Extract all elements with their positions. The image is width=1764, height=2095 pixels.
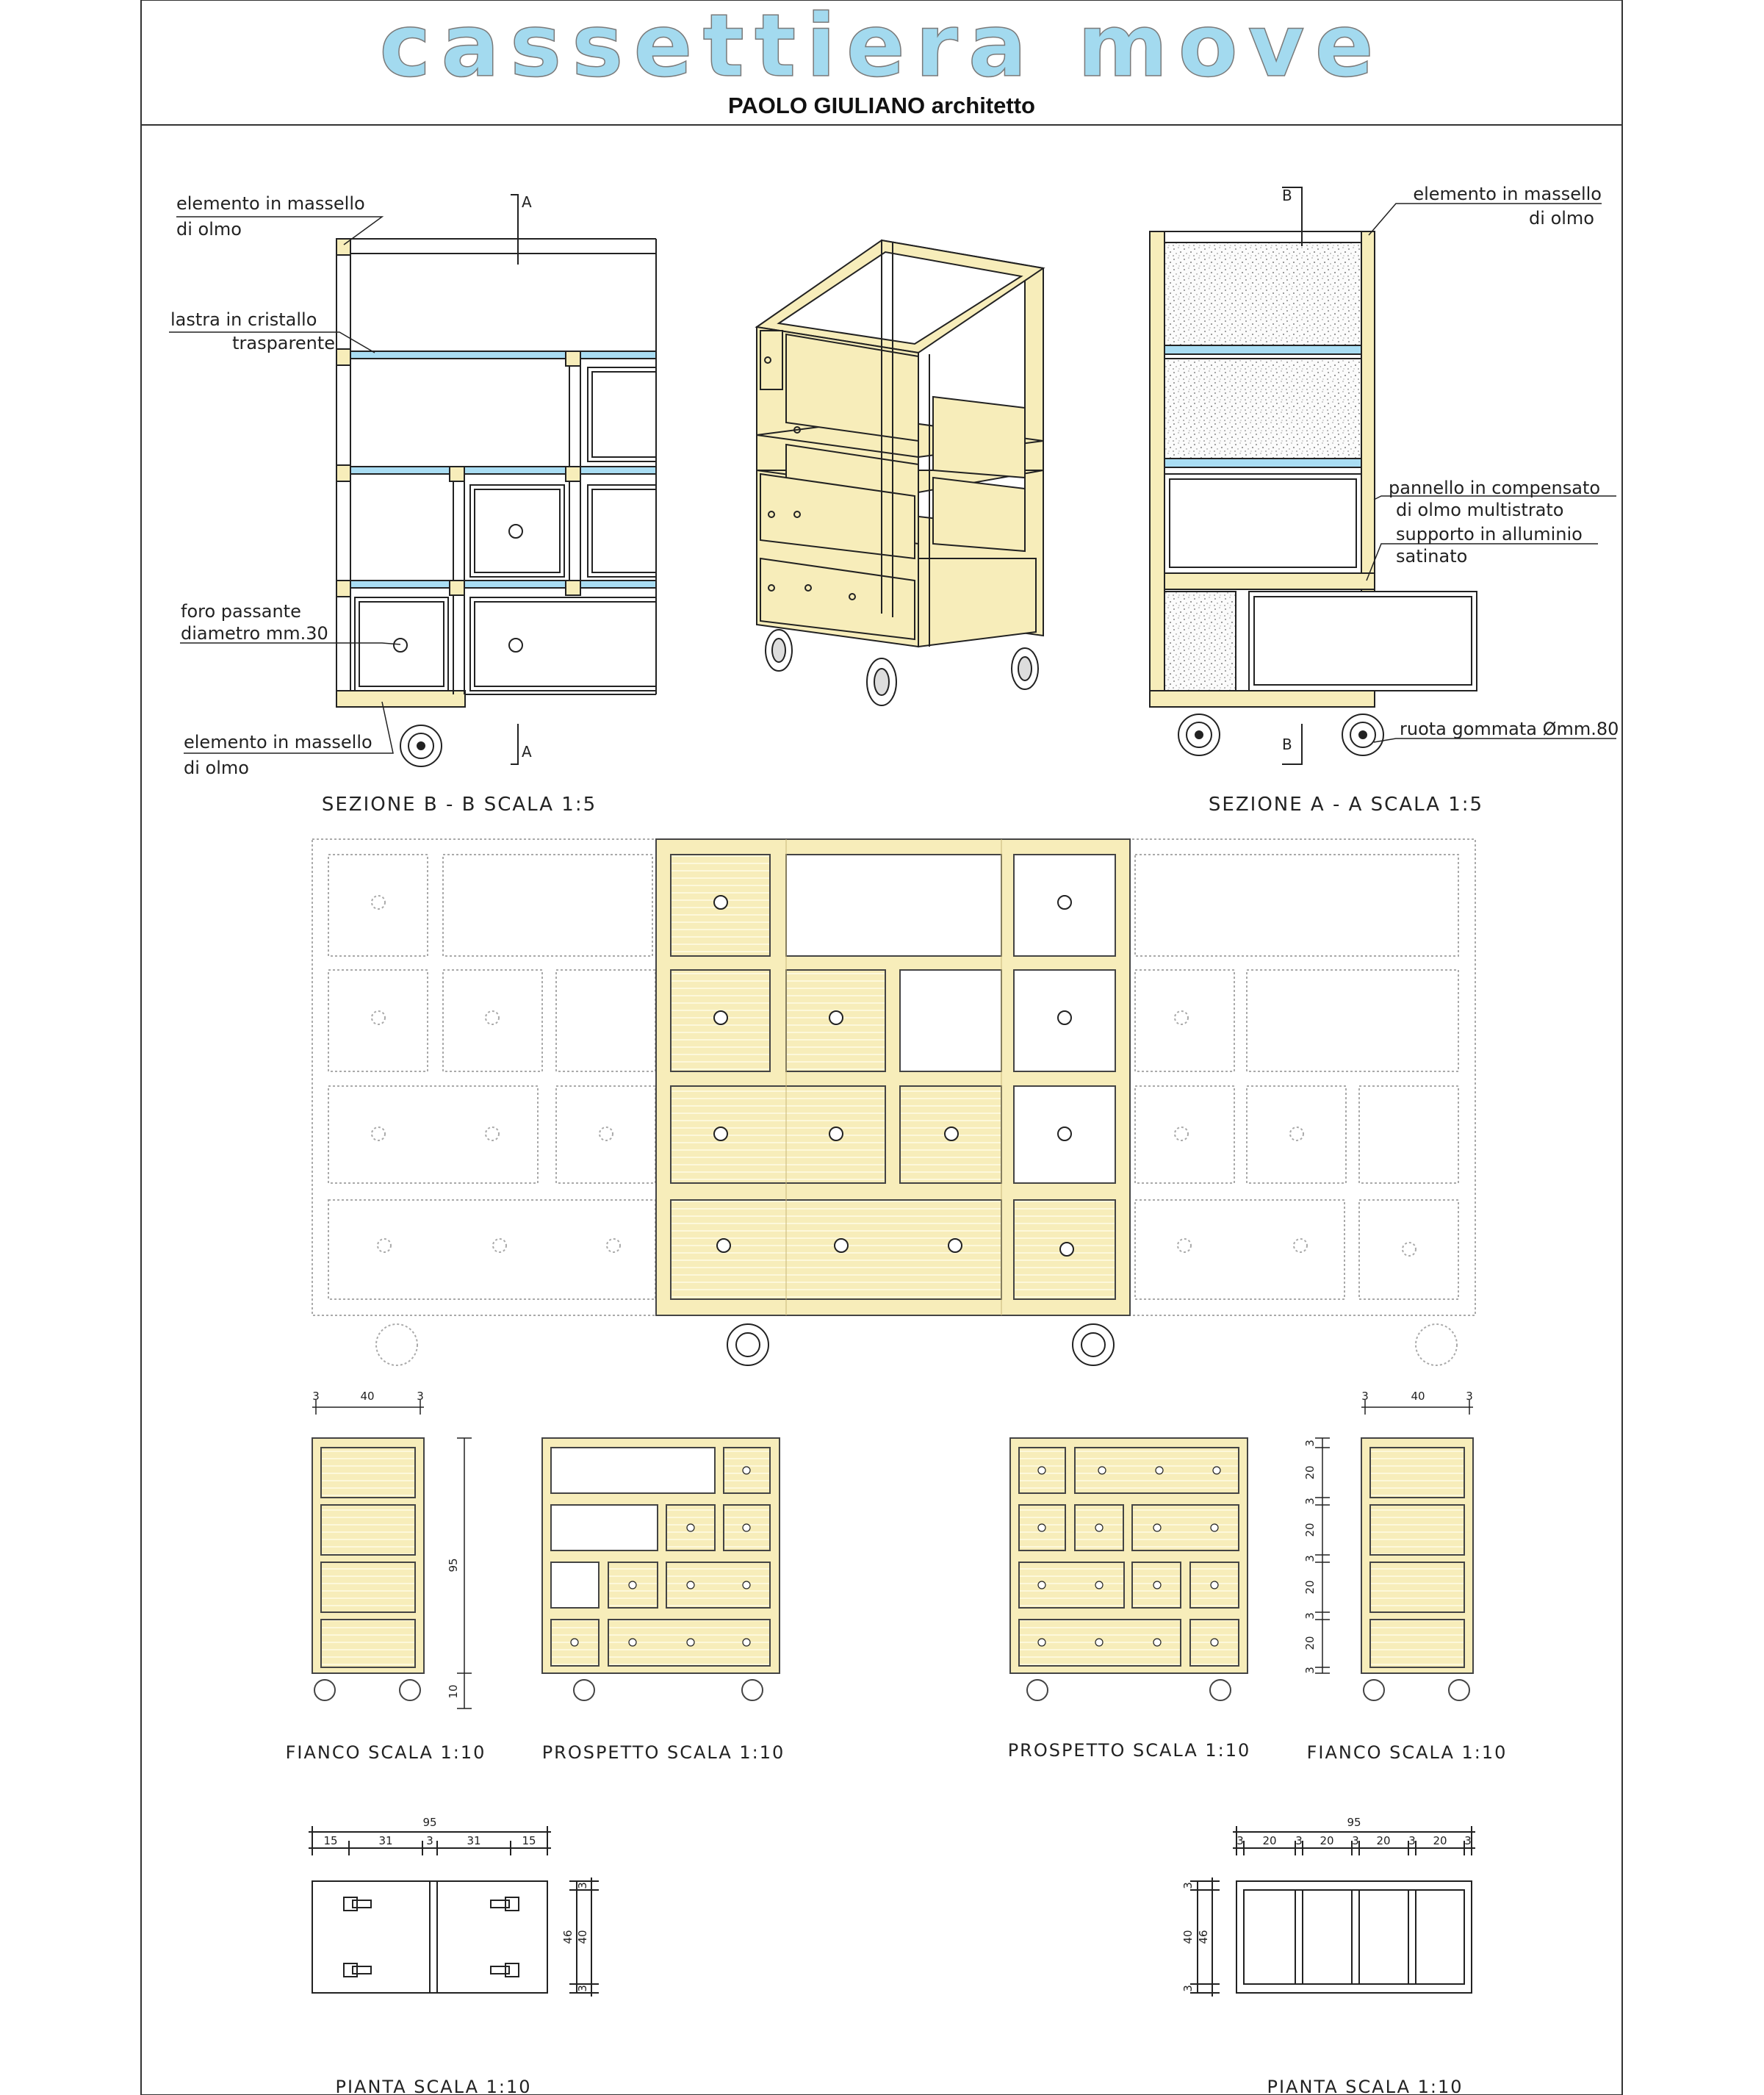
section-a-drawing <box>1150 187 1477 764</box>
label-foro-line1: foro passante <box>181 601 301 622</box>
dim-fianco-left-top-a: 3 <box>312 1390 320 1403</box>
dim-pianta-right-depth: 46 <box>1197 1930 1210 1944</box>
label-massello-bottom-line2: di olmo <box>184 758 249 778</box>
dim-pianta-right-total: 95 <box>1347 1816 1361 1829</box>
dim-pianta-right-part-2: 3 <box>1295 1834 1303 1847</box>
dim-pianta-left-side-1: 40 <box>576 1930 589 1944</box>
dim-fianco-right-side-3: 20 <box>1303 1523 1317 1537</box>
dim-pianta-left-total: 95 <box>422 1816 437 1829</box>
fianco-right-caption: FIANCO SCALA 1:10 <box>1306 1742 1508 1763</box>
dim-pianta-right-part-3: 20 <box>1320 1834 1334 1847</box>
section-b-leaders <box>169 217 400 753</box>
prospetto-right-view <box>1010 1438 1248 1700</box>
axonometric-view <box>757 240 1043 705</box>
label-cristallo-line2: trasparente <box>232 333 335 353</box>
dim-fianco-right-side-5: 20 <box>1303 1580 1317 1595</box>
section-a-mark-b-bottom: B <box>1282 736 1292 753</box>
dim-fianco-right-side-1: 20 <box>1303 1465 1317 1480</box>
dim-pianta-left-side-2: 3 <box>576 1985 589 1992</box>
dim-fianco-right-side-0: 3 <box>1303 1440 1317 1447</box>
section-b-drawing <box>336 195 656 766</box>
label-massello-a-line1: elemento in massello <box>1413 184 1602 204</box>
composition-main-elevation <box>656 839 1130 1365</box>
dim-pianta-right-part-0: 3 <box>1236 1834 1244 1847</box>
pianta-left-caption: PIANTA SCALA 1:10 <box>335 2077 532 2095</box>
dim-pianta-left-part-3: 31 <box>467 1834 481 1847</box>
dim-fianco-left-top-b: 40 <box>360 1390 375 1403</box>
dim-pianta-right-part-1: 20 <box>1262 1834 1277 1847</box>
section-a-caption: SEZIONE A - A SCALA 1:5 <box>1208 794 1484 816</box>
dim-fianco-right-side-7: 20 <box>1303 1636 1317 1650</box>
prospetto-right-caption: PROSPETTO SCALA 1:10 <box>1007 1740 1251 1761</box>
label-supporto-line1: supporto in alluminio <box>1396 524 1583 545</box>
dim-pianta-right-side-0: 3 <box>1181 1882 1195 1889</box>
drawing-title: cassettiera move <box>379 0 1384 96</box>
dim-pianta-left-side-0: 3 <box>576 1882 589 1889</box>
label-massello-a-line2: di olmo <box>1529 208 1594 229</box>
dim-pianta-left-depth: 46 <box>561 1930 575 1944</box>
fianco-left-caption: FIANCO SCALA 1:10 <box>285 1742 486 1763</box>
dim-pianta-left-part-1: 31 <box>378 1834 393 1847</box>
prospetto-left-caption: PROSPETTO SCALA 1:10 <box>541 1742 785 1763</box>
dim-fianco-left-height: 95 <box>447 1558 460 1573</box>
dim-fianco-right-side-2: 3 <box>1303 1498 1317 1505</box>
label-foro-line2: diametro mm.30 <box>181 623 328 644</box>
drawing-author: PAOLO GIULIANO architetto <box>728 93 1035 118</box>
label-pannello-line1: pannello in compensato <box>1389 478 1601 498</box>
label-ruota: ruota gommata Ømm.80 <box>1400 719 1619 739</box>
label-massello-top-line1: elemento in massello <box>176 193 365 214</box>
pianta-left-plan <box>309 1826 599 1997</box>
prospetto-left-view <box>542 1438 780 1700</box>
section-b-caption: SEZIONE B - B SCALA 1:5 <box>321 794 597 816</box>
section-b-mark-a-bottom: A <box>522 743 532 761</box>
dim-fianco-left-wheel: 10 <box>447 1684 460 1699</box>
pianta-right-plan <box>1190 1826 1475 1997</box>
dim-fianco-right-side-6: 3 <box>1303 1612 1317 1620</box>
dim-pianta-right-part-5: 20 <box>1376 1834 1391 1847</box>
dim-pianta-right-side-2: 3 <box>1181 1985 1195 1992</box>
section-b-mark-a-top: A <box>522 193 532 211</box>
dim-fianco-right-top-c: 3 <box>1466 1390 1473 1403</box>
dim-fianco-right-top-a: 3 <box>1361 1390 1369 1403</box>
dim-pianta-left-part-0: 15 <box>323 1834 338 1847</box>
label-massello-top-line2: di olmo <box>176 219 242 240</box>
dim-pianta-right-part-8: 3 <box>1464 1834 1472 1847</box>
dim-fianco-right-top-b: 40 <box>1411 1390 1425 1403</box>
dim-pianta-right-part-7: 20 <box>1433 1834 1447 1847</box>
fianco-right-view <box>1361 1438 1473 1700</box>
label-cristallo-line1: lastra in cristallo <box>170 309 317 330</box>
pianta-right-caption: PIANTA SCALA 1:10 <box>1267 2077 1464 2095</box>
section-a-mark-b-top: B <box>1282 187 1292 204</box>
label-supporto-line2: satinato <box>1396 546 1468 567</box>
dim-fianco-right-side-4: 3 <box>1303 1555 1317 1562</box>
dim-fianco-right-side-8: 3 <box>1303 1667 1317 1674</box>
dim-fianco-left-top-c: 3 <box>417 1390 424 1403</box>
dim-pianta-left-part-4: 15 <box>522 1834 536 1847</box>
label-pannello-line2: di olmo multistrato <box>1396 500 1564 520</box>
dim-pianta-right-part-6: 3 <box>1408 1834 1416 1847</box>
label-massello-bottom-line1: elemento in massello <box>184 732 372 752</box>
dim-pianta-right-part-4: 3 <box>1352 1834 1359 1847</box>
fianco-left-view <box>312 1438 424 1700</box>
dim-pianta-left-part-2: 3 <box>426 1834 433 1847</box>
dim-pianta-right-side-1: 40 <box>1181 1930 1195 1944</box>
